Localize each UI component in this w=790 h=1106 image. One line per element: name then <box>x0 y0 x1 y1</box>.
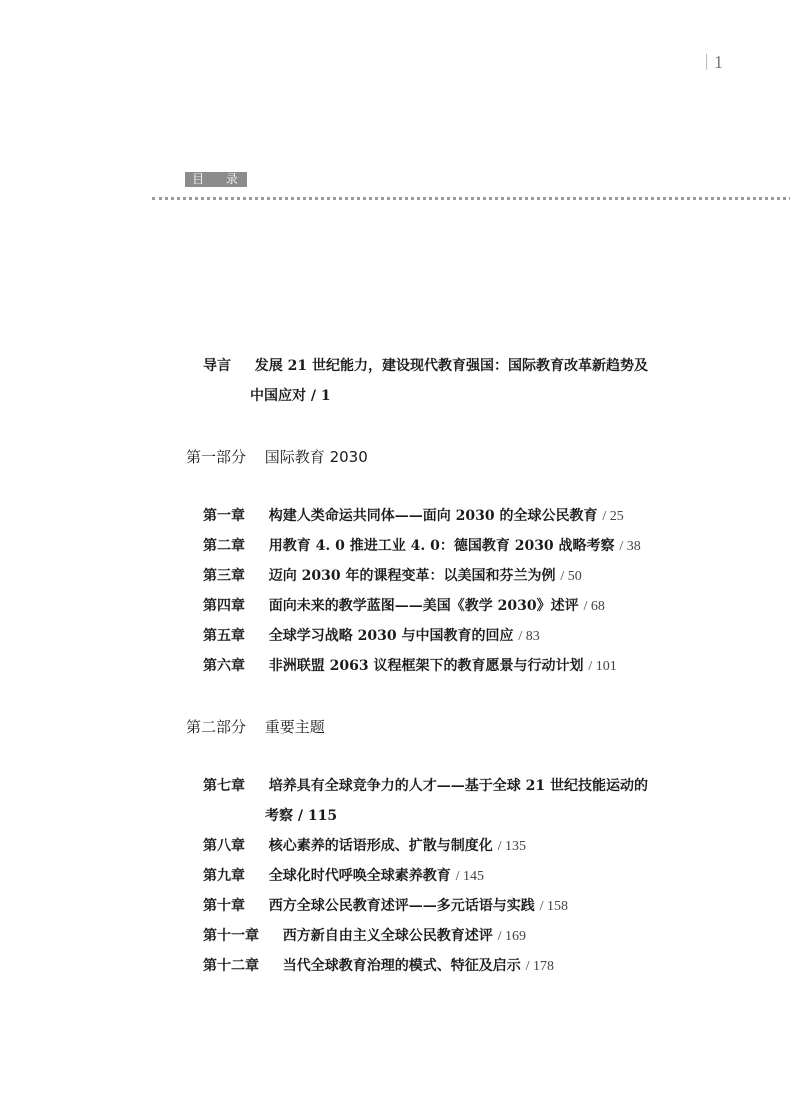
toc-entry-intro[interactable] <box>203 356 648 376</box>
chapter-number: 第十一章 <box>203 928 259 944</box>
page-ref: / 38 <box>619 539 641 554</box>
chapter-entry[interactable] <box>203 896 568 917</box>
chapter-entry[interactable] <box>203 506 624 527</box>
page-ref: / 83 <box>518 629 540 644</box>
chapter-title: 构建人类命运共同体——面向 2030 的全球公民教育 <box>268 508 598 524</box>
dotted-divider <box>152 197 790 200</box>
page-ref: / 68 <box>583 599 605 614</box>
chapter-number: 第三章 <box>203 568 245 584</box>
chapter-title: 全球化时代呼唤全球素养教育 <box>268 868 451 884</box>
chapter-title: 核心素养的话语形成、扩散与制度化 <box>268 838 493 854</box>
part-label: 第二部分 <box>186 718 247 736</box>
chapter-title: 培养具有全球竞争力的人才——基于全球 21 世纪技能运动的 <box>268 778 648 794</box>
chapter-number: 第十二章 <box>203 958 259 974</box>
page-ref: / 1 <box>310 388 331 404</box>
part-title: 重要主题 <box>264 718 325 736</box>
page-ref: / 145 <box>455 869 485 884</box>
page-ref: / 50 <box>560 569 582 584</box>
page-ref: / 101 <box>588 659 617 674</box>
chapter-title: 面向未来的教学蓝图——美国《教学 2030》述评 <box>268 598 579 614</box>
chapter-number: 第六章 <box>203 658 245 674</box>
chapter-number: 第九章 <box>203 868 245 884</box>
page-ref: / 178 <box>525 959 555 974</box>
chapter-number: 第四章 <box>203 598 245 614</box>
chapter-title: 全球学习战略 2030 与中国教育的回应 <box>268 628 514 644</box>
chapter-number: 第二章 <box>203 538 245 554</box>
chapter-entry[interactable] <box>203 866 484 887</box>
chapter-entry[interactable] <box>203 926 526 947</box>
page-ref: / 169 <box>497 929 527 944</box>
chapter-number: 第十章 <box>203 898 245 914</box>
part-label: 第一部分 <box>186 448 247 466</box>
chapter-entry[interactable] <box>203 956 554 977</box>
page-ref: / 115 <box>297 808 338 824</box>
chapter-title: 西方新自由主义全球公民教育述评 <box>282 928 493 944</box>
part-title: 国际教育 2030 <box>264 448 368 466</box>
chapter-number: 第一章 <box>203 508 245 524</box>
chapter-entry[interactable] <box>203 626 540 647</box>
toc-header: 目 录 <box>185 172 247 187</box>
part-heading <box>186 716 325 738</box>
intro-label: 导言 <box>203 358 231 374</box>
chapter-title: 用教育 4. 0 推进工业 4. 0：德国教育 2030 战略考察 <box>268 538 615 554</box>
chapter-number: 第七章 <box>203 778 245 794</box>
chapter-title: 西方全球公民教育述评——多元话语与实践 <box>268 898 535 914</box>
chapter-entry[interactable] <box>203 566 582 587</box>
page-ref: / 135 <box>497 839 527 854</box>
page-ref: / 158 <box>539 899 569 914</box>
intro-title-line2: 中国应对 <box>250 388 306 404</box>
chapter-entry[interactable] <box>203 536 641 557</box>
chapter-title-line2: 考察 <box>265 808 293 824</box>
page-number: 1 <box>706 52 723 73</box>
toc-entry-intro-continued[interactable] <box>250 386 331 406</box>
chapter-entry-continued[interactable] <box>265 806 337 826</box>
page-ref: / 25 <box>602 509 624 524</box>
chapter-entry[interactable] <box>203 776 648 796</box>
chapter-entry[interactable] <box>203 836 526 857</box>
chapter-title: 非洲联盟 2063 议程框架下的教育愿景与行动计划 <box>268 658 584 674</box>
chapter-number: 第五章 <box>203 628 245 644</box>
chapter-number: 第八章 <box>203 838 245 854</box>
chapter-entry[interactable] <box>203 656 617 677</box>
part-heading <box>186 446 368 468</box>
chapter-title: 迈向 2030 年的课程变革：以美国和芬兰为例 <box>268 568 556 584</box>
chapter-title: 当代全球教育治理的模式、特征及启示 <box>282 958 521 974</box>
chapter-entry[interactable] <box>203 596 605 617</box>
intro-title: 发展 21 世纪能力，建设现代教育强国：国际教育改革新趋势及 <box>254 358 648 374</box>
